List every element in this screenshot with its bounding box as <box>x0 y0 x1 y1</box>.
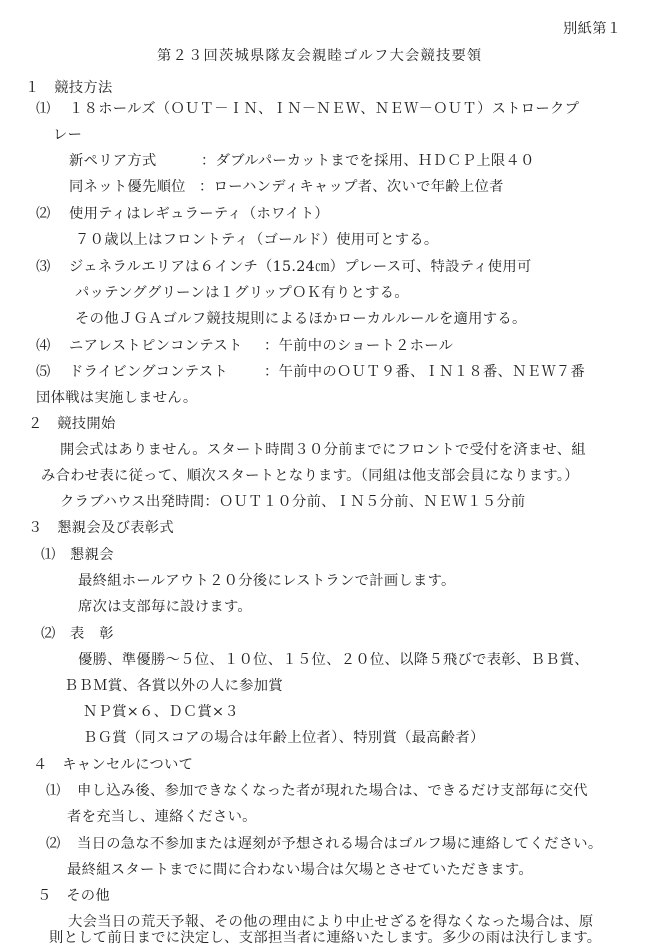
section-3-heading: ３ 懇親会及び表彰式 <box>28 520 174 536</box>
new-peoria-label: 新ペリア方式 <box>69 153 157 169</box>
s4-item-2-number: ⑵ <box>46 836 61 852</box>
s4-item-2-line-2: 最終組スタートまでに間に合わない場合は欠場とさせていただきます。 <box>67 862 533 878</box>
new-peoria-value: ：ダブルパーカットまでを採用、ＨＤＣＰ上限４０ <box>201 153 535 169</box>
s3-item-1-number: ⑴ <box>41 547 56 563</box>
section-1-heading: １ 競技方法 <box>25 80 113 96</box>
document-title: 第２３回茨城県隊友会親睦ゴルフ大会競技要領 <box>157 48 483 64</box>
s2-paragraph-line-1: 開会式はありません。スタート時間３０分前までにフロントで受付を済ませ、組 <box>60 442 586 458</box>
section-5-heading: ５ その他 <box>37 888 110 904</box>
s3-item-2-number: ⑵ <box>41 626 56 642</box>
s3-item-2-line-4: ＢＧ賞（同スコアの場合は年齢上位者）、特別賞（最高齢者） <box>83 730 485 746</box>
s3-item-1-label: 懇親会 <box>70 547 114 563</box>
driving-contest-label: ドライビングコンテスト <box>69 364 228 380</box>
s1-item-4-number: ⑷ <box>36 338 51 354</box>
s3-item-2-line-2: ＢＢＭ賞、各賞以外の人に参加賞 <box>64 678 283 694</box>
s4-item-1-number: ⑴ <box>46 783 61 799</box>
annex-label: 別紙第１ <box>563 21 622 37</box>
s5-paragraph-line-2: 則として前日までに決定し、支部担当者に連絡いたします。多少の雨は決行します。 <box>49 930 602 946</box>
s3-item-1-line-2: 席次は支部毎に設けます。 <box>78 599 253 615</box>
driving-contest-value: ：午前中のＯＵＴ９番、ＩＮ１８番、ＮＥＷ７番 <box>264 364 586 380</box>
s1-item-2-text-cont: ７０歳以上はフロントティ（ゴールド）使用可とする。 <box>75 232 439 248</box>
s2-paragraph-line-2: み合わせ表に従って、順次スタートとなります。（同組は他支部会員になります。） <box>41 468 579 484</box>
section-4-heading: ４ キャンセルについて <box>33 757 194 773</box>
s3-item-1-line-1: 最終組ホールアウト２０分後にレストランで計画します。 <box>78 573 456 589</box>
clubhouse-departure-times: クラブハウス出発時間：ＯＵＴ１０分前、ＩＮ５分前、ＮＥＷ１５分前 <box>60 494 526 510</box>
net-priority-value: ：ローハンディキャップ者、次いで年齢上位者 <box>199 179 504 195</box>
s1-item-5-number: ⑸ <box>36 364 51 380</box>
s1-item-3-text-cont: パッテンググリーンは１グリップＯＫ有りとする。 <box>75 285 409 301</box>
s1-item-2-number: ⑵ <box>36 206 51 222</box>
s1-item-3-text-cont-2: その他ＪＧＡゴルフ競技規則によるほかローカルルールを適用する。 <box>75 311 527 327</box>
s4-item-2-line-1: 当日の急な不参加または遅刻が予想される場合はゴルフ場に連絡してください。 <box>77 836 603 852</box>
s1-item-1-number: ⑴ <box>36 101 51 117</box>
s1-item-1-text-cont: レー <box>53 127 83 143</box>
s4-item-1-line-2: 者を充当し、連絡ください。 <box>67 809 257 825</box>
section-2-heading: ２ 競技開始 <box>28 416 116 432</box>
s1-item-1-text: １８ホールズ（ＯＵＴ－ＩＮ、ＩＮ－ＮＥＷ、ＮＥＷ－ＯＵＴ）ストロークプ <box>69 101 580 117</box>
s5-paragraph-line-1: 大会当日の荒天予報、その他の理由により中止せざるを得なくなった場合は、原 <box>68 914 594 930</box>
net-priority-label: 同ネット優先順位 <box>69 179 186 195</box>
s1-item-3-number: ⑶ <box>36 259 51 275</box>
s1-item-2-text: 使用ティはレギュラーティ（ホワイト） <box>69 206 330 222</box>
nearest-pin-label: ニアレストピンコンテスト <box>69 338 243 354</box>
s1-item-3-text: ジェネラルエリアは６インチ（15.24㎝）プレース可、特設ティ使用可 <box>69 259 532 275</box>
team-event-note: 団体戦は実施しません。 <box>36 390 198 406</box>
nearest-pin-value: ：午前中のショート２ホール <box>264 338 454 354</box>
s4-item-1-line-1: 申し込み後、参加できなくなった者が現れた場合は、できるだけ支部毎に交代 <box>77 783 588 799</box>
s3-item-2-label: 表 彰 <box>70 626 114 642</box>
s3-item-2-line-1: 優勝、準優勝～５位、１０位、１５位、２０位、以降５飛びで表彰、ＢＢ賞、 <box>78 652 589 668</box>
s3-item-2-line-3: ＮＰ賞×６、ＤＣ賞×３ <box>83 704 239 720</box>
